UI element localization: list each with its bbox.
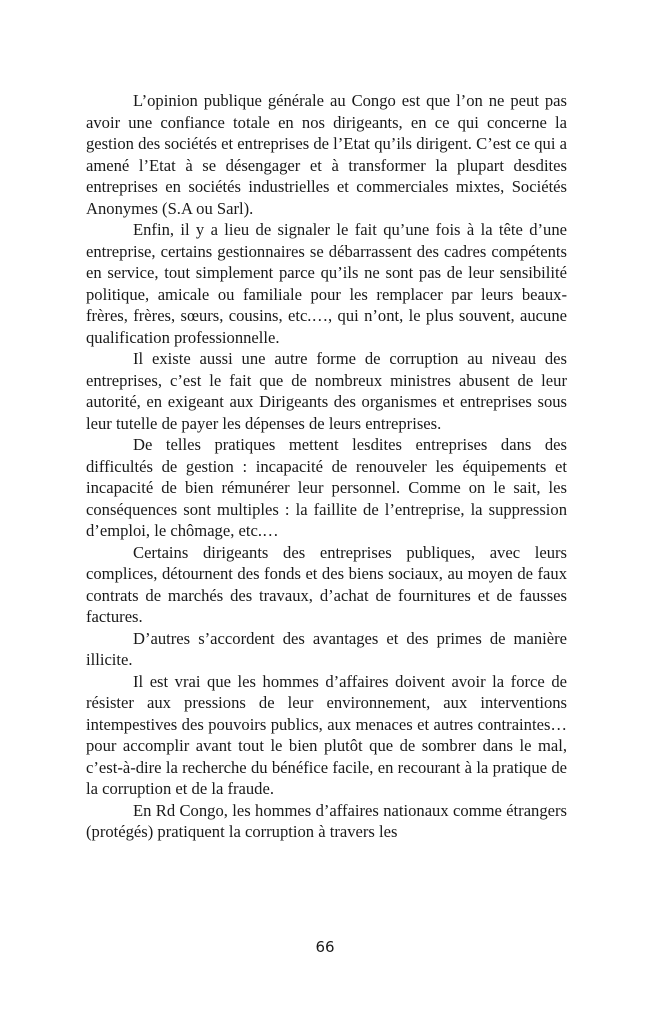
page-number: 66 [315,938,335,956]
paragraph-8: En Rd Congo, les hommes d’affaires nationaux comme étrangers (protégés) pratiquent la corruption à travers les [86,800,567,841]
paragraph-7: Il est vrai que les hommes d’affaires doivent avoir la force de résister aux pressions de leur environnement, aux interventions intempestives des pouvoirs publics, aux menaces et autres contraintes… pour accomplir avant tout le bien plutôt que de sombrer dans le mal, c’est-à-dire la recherche du bénéfice facile, en recourant à la pratique de la corruption et de la fraude. [86,671,567,798]
paragraph-1: L’opinion publique générale au Congo est que l’on ne peut pas avoir une confiance totale en nos dirigeants, en ce qui concerne la gestion des sociétés et entreprises de l’Etat qu’ils dirigent. C’est ce qui a amené l’Etat à se désengager et à transformer la plupart desdites entreprises en sociétés industrielles et commerciales mixtes, Sociétés Anonymes (S.A ou Sarl). [86,91,567,218]
paragraph-5: Certains dirigeants des entreprises publiques, avec leurs complices, détournent des fonds et des biens sociaux, au moyen de faux contrats de marchés des travaux, d’achat de fournitures et de fausses factures. [86,542,567,626]
paragraph-4: De telles pratiques mettent lesdites entreprises dans des difficultés de gestion : incapacité de renouveler les équipements et incapacité de bien rémunérer leur personnel. Comme on le sait, les conséquences sont multiples : la faillite de l’entreprise, la suppression d’emploi, le chômage, etc.… [86,435,567,540]
paragraph-2: Enfin, il y a lieu de signaler le fait qu’une fois à la tête d’une entreprise, certains gestionnaires se débarrassent des cadres compétents en service, tout simplement parce qu’ils ne sont pas de leur sensibilité politique, amicale ou familiale pour les remplacer par leurs beaux-frères, frères, sœurs, cousins, etc.…, qui n’ont, le plus souvent, aucune qualification professionnelle. [86,220,567,347]
page-body [86,90,567,843]
paragraph-6: D’autres s’accordent des avantages et des primes de manière illicite. [86,628,567,669]
paragraph-3: Il existe aussi une autre forme de corruption au niveau des entreprises, c’est le fait que de nombreux ministres abusent de leur autorité, en exigeant aux Dirigeants des organismes et entreprises sous leur tutelle de payer les dépenses de leurs entreprises. [86,349,567,433]
